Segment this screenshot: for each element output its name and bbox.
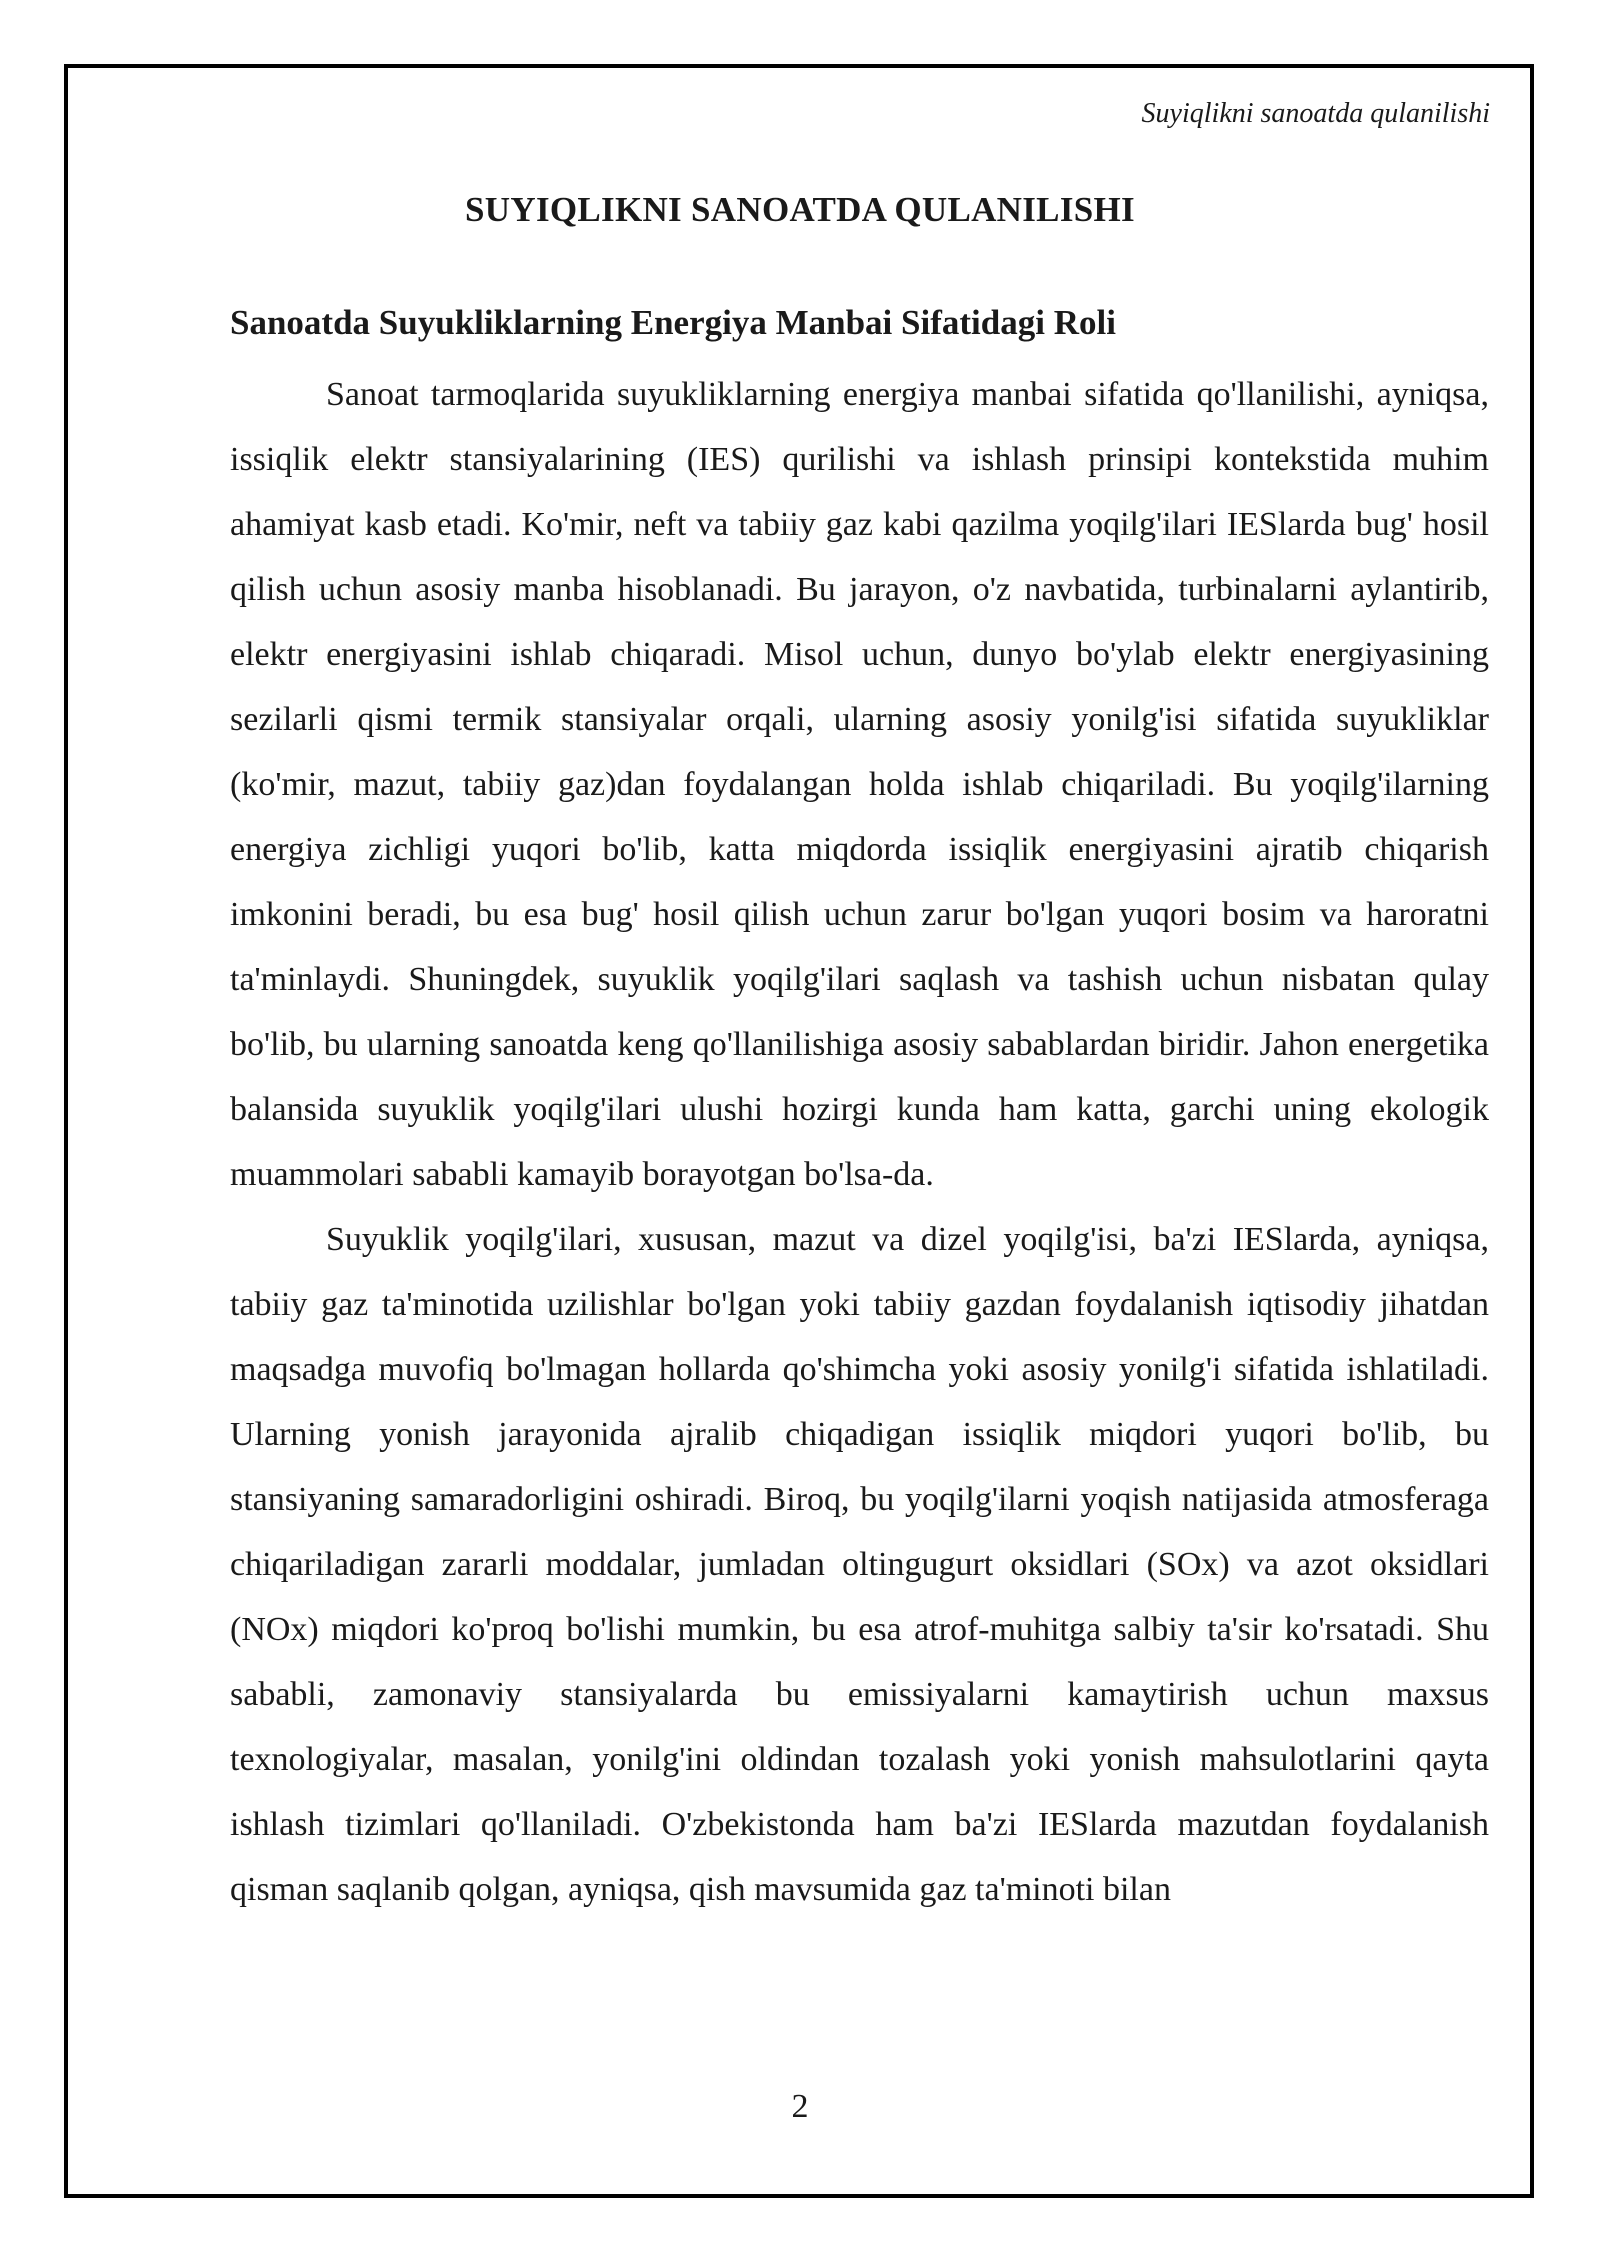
document-body [230, 298, 1489, 1922]
paragraph-1: Sanoat tarmoqlarida suyukliklarning energiya manbai sifatida qo'llanilishi, ayniqsa, issiqlik elektr stansiyalarining (IES) qurilishi va ishlash prinsipi kontekstida muhim ahamiyat kasb etadi. Ko'mir, neft va tabiiy gaz kabi qazilma yoqilg'ilari IESlarda bug' hosil qilish uchun asosiy manba hisoblanadi. Bu jarayon, o'z navbatida, turbinalarni aylantirib, elektr energiyasini ishlab chiqaradi. Misol uchun, dunyo bo'ylab elektr energiyasining sezilarli qismi termik stansiyalar orqali, ularning asosiy yonilg'isi sifatida suyukliklar (ko'mir, mazut, tabiiy gaz)dan foydalangan holda ishlab chiqariladi. Bu yoqilg'ilarning energiya zichligi yuqori bo'lib, katta miqdorda issiqlik energiyasini ajratib chiqarish imkonini beradi, bu esa bug' hosil qilish uchun zarur bo'lgan yuqori bosim va haroratni ta'minlaydi. Shuningdek, suyuklik yoqilg'ilari saqlash va tashish uchun nisbatan qulay bo'lib, bu ularning sanoatda keng qo'llanilishiga asosiy sabablardan biridir. Jahon energetika balansida suyuklik yoqilg'ilari ulushi hozirgi kunda ham katta, garchi uning ekologik muammolari sababli kamayib borayotgan bo'lsa-da. [230, 376, 1489, 1193]
running-header: Suyiqlikni sanoatda qulanilishi [1141, 98, 1490, 129]
section-heading: Sanoatda Suyukliklarning Energiya Manbai Sifatidagi Roli [230, 303, 1116, 342]
paragraph-2: Suyuklik yoqilg'ilari, xususan, mazut va dizel yoqilg'isi, ba'zi IESlarda, ayniqsa, tabiiy gaz ta'minotida uzilishlar bo'lgan yoki tabiiy gazdan foydalanish iqtisodiy jihatdan maqsadga muvofiq bo'lmagan hollarda qo'shimcha yoki asosiy yonilg'i sifatida ishlatiladi. Ularning yonish jarayonida ajralib chiqadigan issiqlik miqdori yuqori bo'lib, bu stansiyaning samaradorligini oshiradi. Biroq, bu yoqilg'ilarni yoqish natijasida atmosferaga chiqariladigan zararli moddalar, jumladan oltingugurt oksidlari (SOx) va azot oksidlari (NOx) miqdori ko'proq bo'lishi mumkin, bu esa atrof-muhitga salbiy ta'sir ko'rsatadi. Shu sababli, zamonaviy stansiyalarda bu emissiyalarni kamaytirish uchun maxsus texnologiyalar, masalan, yonilg'ini oldindan tozalash yoki yonish mahsulotlarini qayta ishlash tizimlari qo'llaniladi. O'zbekistonda ham ba'zi IESlarda mazutdan foydalanish qisman saqlanib qolgan, ayniqsa, qish mavsumida gaz ta'minoti bilan [230, 1221, 1489, 1908]
document-title: SUYIQLIKNI SANOATDA QULANILISHI [465, 190, 1135, 229]
page-number: 2 [791, 2088, 809, 2125]
